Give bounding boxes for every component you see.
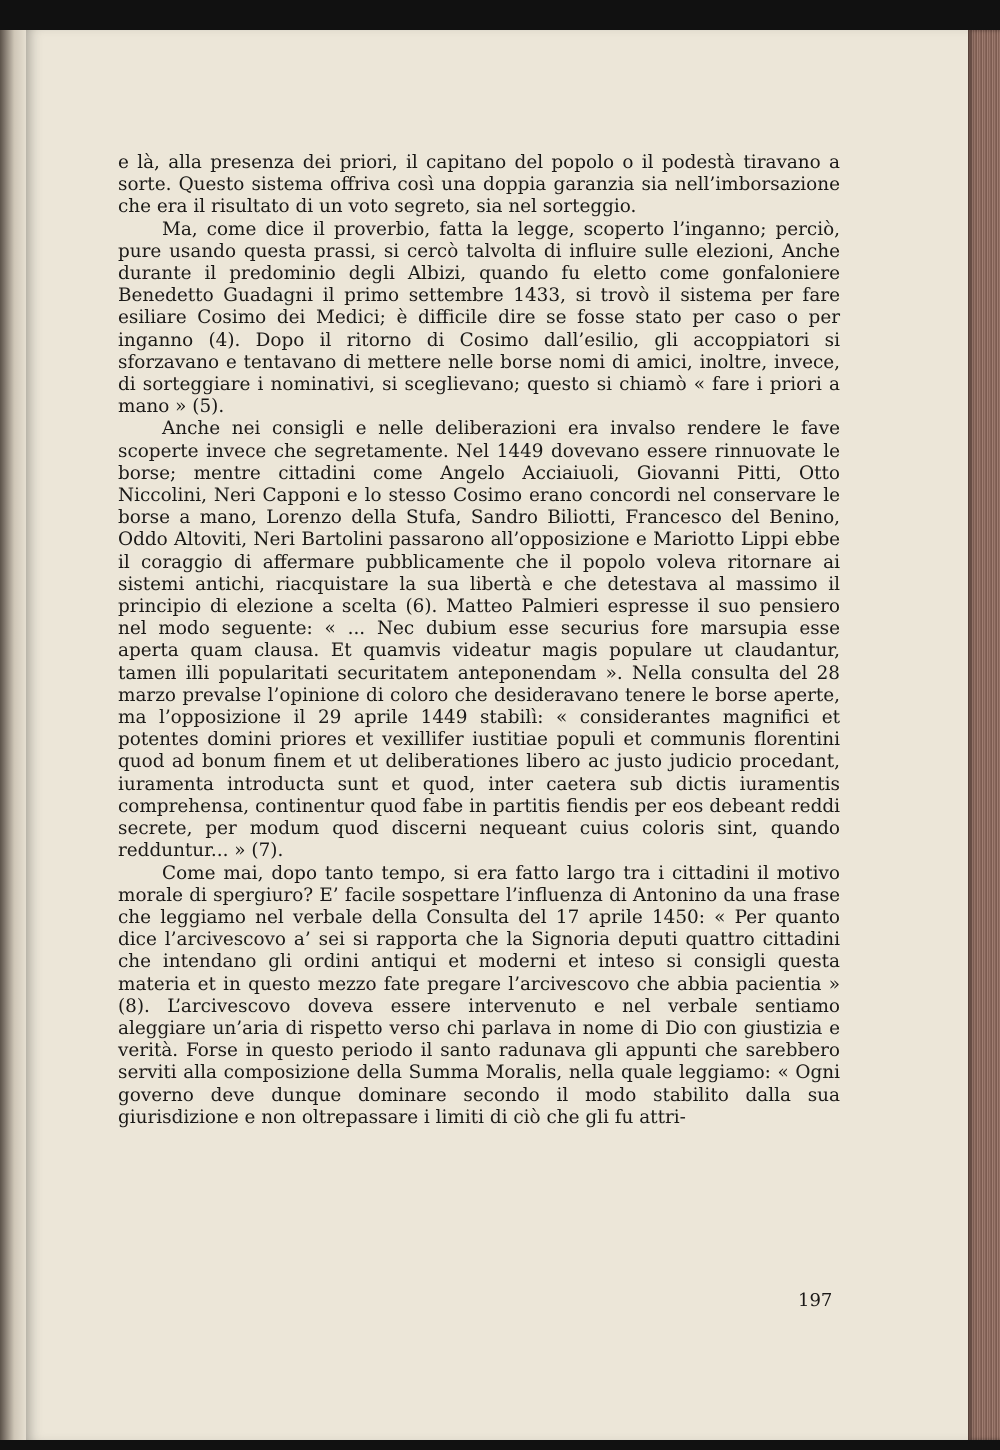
- paragraph-2: Ma, come dice il proverbio, fatta la legge, scoperto l’inganno; perciò, pure usando questa prassi, si cercò talvolta di influire sulle elezioni, Anche durante il predominio degli Albizi, quando fu eletto come gonfaloniere Benedetto Guadagni il primo settembre 1433, si trovò il sistema per fare esiliare Cosimo dei Medici; è difficile dire se fosse stato per caso o per inganno (4). Dopo il ritorno di Cosimo dall’esilio, gli accoppiatori si sforzavano e tentavano di mettere nelle borse nomi di amici, inoltre, invece, di sorteggiare i nominativi, si sceglievano; questo si chiamò « fare i priori a mano » (5).: [118, 218, 840, 418]
- paragraph-1: e là, alla presenza dei priori, il capitano del popolo o il podestà tiravano a sorte. Questo sistema offriva così una doppia garanzia sia nell’imborsazione che era il risultato di un voto segreto, sia nel sorteggio.: [118, 152, 840, 218]
- page-stack-edge: [968, 30, 1000, 1440]
- page-number: 197: [798, 1290, 833, 1311]
- body-text: [118, 152, 840, 1129]
- scan-bottom-border: [0, 1440, 1000, 1450]
- paragraph-4: Come mai, dopo tanto tempo, si era fatto largo tra i cittadini il motivo morale di spergiuro? E’ facile sospettare l’influenza di Antonino da una frase che leggiamo nel verbale della Consulta del 17 aprile 1450: « Per quanto dice l’arcivescovo a’ sei si rapporta che la Signoria deputi quattro cittadini che intendano gli ordini antiqui et moderni et inteso si consigli questa materia et in questo mezzo fate pregare l’arcivescovo che abbia pacientia » (8). L’arcivescovo doveva essere intervenuto e nel verbale sentiamo aleggiare un’aria di rispetto verso chi parlava in nome di Dio con giustizia e verità. Forse in questo periodo il santo radunava gli appunti che sarebbero serviti alla composizione della Summa Moralis, nella quale leggiamo: « Ogni governo deve dunque dominare secondo il modo stabilito dalla sua giurisdizione e non oltrepassare i limiti di ciò che gli fu attri-: [118, 862, 840, 1128]
- left-page-edge: [0, 30, 26, 1440]
- paragraph-3: Anche nei consigli e nelle deliberazioni era invalso rendere le fave scoperte invece che segretamente. Nel 1449 dovevano essere rinnuovate le borse; mentre cittadini come Angelo Acciaiuoli, Giovanni Pitti, Otto Niccolini, Neri Capponi e lo stesso Cosimo erano concordi nel conservare le borse a mano, Lorenzo della Stufa, Sandro Biliotti, Francesco del Benino, Oddo Altoviti, Neri Bartolini passarono all’opposizione e Mariotto Lippi ebbe il coraggio di affermare pubblicamente che il popolo voleva ritornare ai sistemi antichi, riacquistare la sua libertà e che detestava al massimo il principio di elezione a scelta (6). Matteo Palmieri espresse il suo pensiero nel modo seguente: « ... Nec dubium esse securius fore marsupia esse aperta quam clausa. Et quamvis videatur magis populare ut claudantur, tamen illi popularitati securitatem anteponendam ». Nella consulta del 28 marzo prevalse l’opinione di coloro che desideravano tenere le borse aperte, ma l’opposizione il 29 aprile 1449 stabilì: « considerantes magnifici et potentes domini priores et vexillifer iustitiae populi et communis florentini quod ad bonum finem et ut deliberationes libero ac justo judicio procedant, iuramenta introducta sunt et quod, inter caetera sub dictis iuramentis comprehensa, continentur quod fabe in partitis fiendis per eos debeant reddi secrete, per modum quod discerni nequeant cuius coloris sint, quando redduntur... » (7).: [118, 418, 840, 862]
- scan-top-border: [0, 0, 1000, 30]
